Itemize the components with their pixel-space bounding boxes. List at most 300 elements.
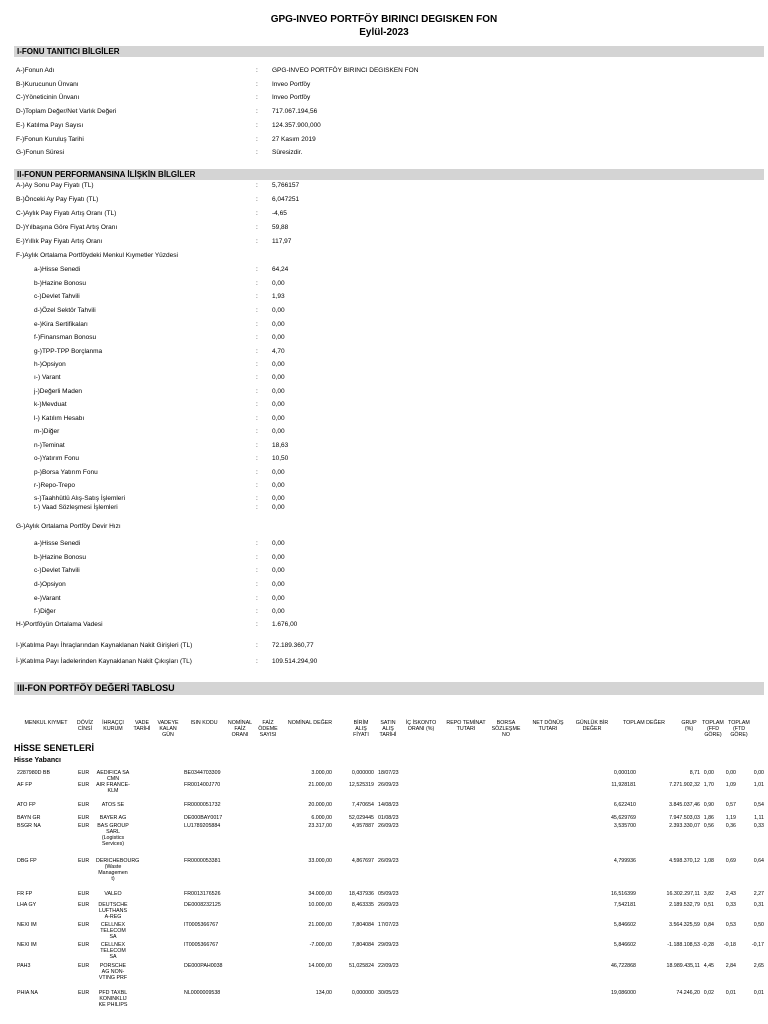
cell-gunluk: 5,846602 bbox=[613, 922, 636, 928]
cell-grup: 4,45 bbox=[703, 963, 714, 969]
perf-label: b-)Hazine Bonosu bbox=[34, 554, 87, 561]
perf-colon: : bbox=[256, 621, 258, 628]
info-colon: : bbox=[256, 67, 258, 74]
perf-value: 0,00 bbox=[272, 280, 285, 287]
perf-row bbox=[0, 553, 768, 563]
perf-row bbox=[0, 594, 768, 604]
cell-ffd: 0,69 bbox=[725, 858, 736, 864]
perf-value: 0,00 bbox=[272, 482, 285, 489]
cell-doviz: EUR bbox=[78, 902, 90, 908]
report-title: GPG-INVEO PORTFÖY BIRINCI DEGISKEN FON bbox=[270, 14, 498, 25]
cell-doviz: EUR bbox=[78, 823, 90, 829]
perf-row bbox=[0, 522, 768, 532]
col-header: TOPLAM (FFD GÖRE) bbox=[702, 720, 724, 738]
col-header: GRUP (%) bbox=[681, 720, 697, 732]
perf-label: o-)Yatırım Fonu bbox=[34, 455, 80, 462]
cell-doviz: EUR bbox=[78, 770, 90, 776]
perf-row bbox=[0, 292, 768, 302]
cell-ftd: 0,01 bbox=[753, 990, 764, 996]
perf-label: f-)Finansman Bonosu bbox=[34, 334, 97, 341]
col-header: BORSA SÖZLEŞME NO bbox=[491, 720, 521, 738]
perf-label: F-)Aylık Ortalama Portföydeki Menkul Kıymetler Yüzdesi bbox=[16, 252, 178, 259]
perf-row bbox=[0, 223, 768, 233]
subgroup-title: Hisse Yabancı bbox=[14, 757, 61, 764]
info-value: 717.067.194,56 bbox=[272, 108, 318, 116]
perf-label: h-)Opsiyon bbox=[34, 361, 66, 368]
cell-kiymet: BSGR NA bbox=[17, 823, 41, 829]
cell-toplam: 16.302.297,11 bbox=[666, 891, 700, 897]
perf-row bbox=[0, 441, 768, 451]
cell-ffd: 0,33 bbox=[725, 902, 736, 908]
perf-value: 0,00 bbox=[272, 374, 285, 381]
cell-ftd: 2,65 bbox=[753, 963, 764, 969]
perf-row bbox=[0, 468, 768, 478]
perf-colon: : bbox=[256, 307, 258, 314]
col-header: NET DÖNÜŞ TUTARI bbox=[532, 720, 564, 732]
cell-isin: NL0000009538 bbox=[184, 990, 221, 996]
perf-row bbox=[0, 360, 768, 370]
cell-kiymet: LHA GY bbox=[17, 902, 37, 908]
perf-label: İ-)Katılma Payı İadelerinden Kaynaklanan Nakit Çıkışları (TL) bbox=[16, 658, 192, 665]
perf-value: 0,00 bbox=[272, 567, 285, 574]
cell-doviz: EUR bbox=[78, 942, 90, 948]
cell-kurum: PORSCHE AG NON-VTING PRF bbox=[98, 963, 128, 981]
perf-row bbox=[0, 620, 768, 630]
info-label: F-)Fonun Kuruluş Tarihi bbox=[16, 135, 84, 143]
cell-kiymet: PHIA NA bbox=[17, 990, 38, 996]
perf-label: ı-) Varant bbox=[34, 374, 61, 381]
cell-birim: 52,029445 bbox=[348, 815, 374, 821]
perf-colon: : bbox=[256, 361, 258, 368]
cell-doviz: EUR bbox=[78, 858, 90, 864]
perf-value: 72.189.360,77 bbox=[272, 642, 314, 649]
perf-label: l-) Katılım Hesabı bbox=[34, 415, 85, 422]
cell-gunluk: 7,542181 bbox=[613, 902, 636, 908]
cell-isin: DE000BAY0017 bbox=[184, 815, 223, 821]
perf-row bbox=[0, 400, 768, 410]
cell-birim: 12,525319 bbox=[348, 782, 374, 788]
perf-colon: : bbox=[256, 182, 258, 189]
perf-row bbox=[0, 333, 768, 343]
cell-birim: 0,000000 bbox=[351, 770, 374, 776]
cell-grup: 1,86 bbox=[703, 815, 714, 821]
perf-colon: : bbox=[256, 581, 258, 588]
perf-colon: : bbox=[256, 469, 258, 476]
perf-row bbox=[0, 387, 768, 397]
perf-value: 1.676,00 bbox=[272, 621, 298, 628]
perf-row bbox=[0, 195, 768, 205]
col-header: TOPLAM DEĞER bbox=[623, 720, 665, 726]
cell-doviz: EUR bbox=[78, 802, 90, 808]
cell-kurum: AIR FRANCE-KLM bbox=[96, 782, 130, 794]
cell-gunluk: 45,629769 bbox=[610, 815, 636, 821]
cell-kiymet: AF FP bbox=[17, 782, 33, 788]
report-date: Eylül-2023 bbox=[359, 27, 409, 38]
perf-row bbox=[0, 320, 768, 330]
perf-label: E-)Yıllık Pay Fiyatı Artış Oranı bbox=[16, 238, 103, 245]
cell-kiymet: DBG FP bbox=[17, 858, 37, 864]
cell-toplam: 74.246,20 bbox=[676, 990, 700, 996]
cell-birim: 8,463335 bbox=[351, 902, 374, 908]
cell-birim: 18,437936 bbox=[348, 891, 374, 897]
perf-colon: : bbox=[256, 348, 258, 355]
cell-nominal: 34.000,00 bbox=[308, 891, 332, 897]
perf-row bbox=[0, 641, 768, 651]
cell-grup: 3,82 bbox=[703, 891, 714, 897]
cell-isin: FR001400J770 bbox=[184, 782, 221, 788]
cell-ftd: 0,31 bbox=[753, 902, 764, 908]
cell-kurum: PFD TAXBL KONINKLIJ KE PHILIPS bbox=[98, 990, 128, 1008]
perf-label: a-)Hisse Senedi bbox=[34, 266, 81, 273]
perf-label: d-)Opsiyon bbox=[34, 581, 66, 588]
perf-value: 0,00 bbox=[272, 428, 285, 435]
cell-ffd: -0,18 bbox=[723, 942, 736, 948]
perf-label: p-)Borsa Yatırım Fonu bbox=[34, 469, 98, 476]
cell-kiymet: NEXI IM bbox=[17, 942, 37, 948]
cell-ftd: 0,50 bbox=[753, 922, 764, 928]
perf-value: 0,00 bbox=[272, 581, 285, 588]
cell-ffd: 0,36 bbox=[725, 823, 736, 829]
cell-grup: 0,02 bbox=[703, 990, 714, 996]
info-row bbox=[0, 93, 768, 103]
info-value: 27 Kasım 2019 bbox=[272, 135, 316, 143]
cell-tarih: 26/09/23 bbox=[378, 823, 399, 829]
cell-nominal: 134,00 bbox=[315, 990, 332, 996]
cell-isin: FR0000051732 bbox=[184, 802, 221, 808]
cell-tarih: 05/09/23 bbox=[378, 891, 399, 897]
info-value: GPG-INVEO PORTFÖY BIRINCI DEGISKEN FON bbox=[272, 67, 419, 74]
perf-row bbox=[0, 209, 768, 219]
cell-ffd: 1,09 bbox=[725, 782, 736, 788]
perf-colon: : bbox=[256, 196, 258, 203]
perf-value: 6,047251 bbox=[272, 196, 300, 203]
cell-gunluk: 4,799936 bbox=[613, 858, 636, 864]
perf-colon: : bbox=[256, 642, 258, 649]
cell-toplam: 2.189.532,79 bbox=[669, 902, 700, 908]
perf-colon: : bbox=[256, 388, 258, 395]
cell-birim: 7,804084 bbox=[351, 922, 374, 928]
perf-label: b-)Hazine Bonosu bbox=[34, 280, 87, 287]
info-value: Inveo Portföy bbox=[272, 80, 311, 88]
cell-ffd: 0,53 bbox=[725, 922, 736, 928]
col-header: DÖVİZ CİNSİ bbox=[76, 720, 94, 732]
perf-value: -4,65 bbox=[272, 210, 287, 217]
col-header: VADE TARİHİ bbox=[133, 720, 151, 732]
cell-toplam: 18.989.435,11 bbox=[666, 963, 700, 969]
cell-tarih: 17/07/23 bbox=[378, 922, 399, 928]
perf-colon: : bbox=[256, 293, 258, 300]
col-header: GÜNLÜK BİR DEĞER bbox=[575, 720, 609, 732]
cell-kurum: BAYER AG bbox=[99, 815, 127, 821]
perf-value: 0,00 bbox=[272, 608, 285, 615]
perf-value: 64,24 bbox=[272, 266, 289, 273]
perf-label: B-)Önceki Ay Pay Fiyatı (TL) bbox=[16, 196, 99, 203]
perf-row bbox=[0, 539, 768, 549]
perf-value: 0,00 bbox=[272, 554, 285, 561]
perf-colon: : bbox=[256, 334, 258, 341]
cell-doviz: EUR bbox=[78, 815, 90, 821]
cell-nominal: 20.000,00 bbox=[308, 802, 332, 808]
cell-birim: 7,470654 bbox=[351, 802, 374, 808]
perf-row bbox=[0, 181, 768, 191]
cell-ffd: 2,84 bbox=[725, 963, 736, 969]
info-row bbox=[0, 66, 768, 76]
perf-value: 0,00 bbox=[272, 361, 285, 368]
perf-colon: : bbox=[256, 540, 258, 547]
perf-row bbox=[0, 251, 768, 261]
cell-kurum: DEUTSCHE LUFTHANS A-REG bbox=[98, 902, 128, 920]
info-value: Inveo Portföy bbox=[272, 94, 311, 102]
perf-colon: : bbox=[256, 428, 258, 435]
col-header: SATIN ALIŞ TARİHİ bbox=[379, 720, 397, 738]
perf-row bbox=[0, 414, 768, 424]
cell-birim: 4,957887 bbox=[351, 823, 374, 829]
cell-ftd: 0,54 bbox=[753, 802, 764, 808]
perf-colon: : bbox=[256, 608, 258, 615]
info-colon: : bbox=[256, 121, 258, 129]
perf-value: 109.514.294,90 bbox=[272, 658, 318, 665]
cell-kurum: DERICHEBOURG (Waste Managemen t) bbox=[96, 858, 140, 882]
cell-doviz: EUR bbox=[78, 990, 90, 996]
cell-toplam: 7.271.902,32 bbox=[669, 782, 700, 788]
cell-ftd: 0,00 bbox=[753, 770, 764, 776]
cell-gunluk: 0,000100 bbox=[613, 770, 636, 776]
perf-label: a-)Hisse Senedi bbox=[34, 540, 81, 547]
cell-birim: 0,000000 bbox=[351, 990, 374, 996]
perf-row bbox=[0, 503, 768, 513]
info-label: E-) Katılma Payı Sayısı bbox=[16, 121, 84, 129]
perf-label: g-)TPP-TPP Borçlanma bbox=[34, 348, 103, 355]
cell-ffd: 1,19 bbox=[725, 815, 736, 821]
cell-birim: 7,804084 bbox=[351, 942, 374, 948]
perf-colon: : bbox=[256, 238, 258, 245]
perf-row bbox=[0, 427, 768, 437]
cell-ffd: 0,00 bbox=[725, 770, 736, 776]
perf-value: 117,97 bbox=[272, 238, 292, 245]
perf-label: j-)Değerli Maden bbox=[34, 388, 83, 395]
cell-gunluk: 19,086000 bbox=[610, 990, 636, 996]
cell-toplam: 4.598.370,12 bbox=[669, 858, 700, 864]
perf-value: 5,766157 bbox=[272, 182, 300, 189]
perf-row bbox=[0, 373, 768, 383]
section3-heading: III-FON PORTFÖY DEĞERİ TABLOSU bbox=[14, 682, 764, 695]
info-colon: : bbox=[256, 135, 258, 143]
perf-label: m-)Diğer bbox=[34, 428, 60, 435]
cell-isin: DE000PAH0038 bbox=[184, 963, 223, 969]
perf-colon: : bbox=[256, 504, 258, 511]
perf-label: e-)Kira Sertifikaları bbox=[34, 321, 88, 328]
perf-value: 18,63 bbox=[272, 442, 289, 449]
perf-colon: : bbox=[256, 595, 258, 602]
col-header: MENKUL KIYMET bbox=[24, 720, 68, 726]
col-header: BİRİM ALIŞ FİYATI bbox=[353, 720, 369, 738]
cell-tarih: 26/09/23 bbox=[378, 902, 399, 908]
cell-isin: DE0008232125 bbox=[184, 902, 221, 908]
perf-colon: : bbox=[256, 442, 258, 449]
perf-value: 0,00 bbox=[272, 495, 285, 502]
perf-label: n-)Teminat bbox=[34, 442, 65, 449]
perf-row bbox=[0, 607, 768, 617]
cell-kiymet: 2287980D BB bbox=[17, 770, 50, 776]
perf-label: H-)Portföyün Ortalama Vadesi bbox=[16, 621, 103, 628]
info-row bbox=[0, 107, 768, 117]
col-header: NOMİNAL FAİZ ORANI bbox=[227, 720, 253, 738]
cell-toplam: 2.393.330,07 bbox=[669, 823, 700, 829]
info-value: 124.357.900,000 bbox=[272, 121, 321, 129]
cell-toplam: 3.564.325,59 bbox=[669, 922, 700, 928]
perf-value: 59,88 bbox=[272, 224, 289, 231]
cell-kurum: CELLNEX TELECOM SA bbox=[100, 922, 126, 940]
cell-toplam: 7.947.503,03 bbox=[669, 815, 700, 821]
cell-grup: 0,00 bbox=[703, 770, 714, 776]
cell-grup: 1,70 bbox=[703, 782, 714, 788]
cell-tarih: 26/09/23 bbox=[378, 858, 399, 864]
cell-nominal: 14.000,00 bbox=[308, 963, 332, 969]
cell-tarih: 29/09/23 bbox=[378, 942, 399, 948]
col-header: REPO TEMİNAT TUTARI bbox=[446, 720, 486, 732]
cell-isin: FR0013176526 bbox=[184, 891, 221, 897]
info-row bbox=[0, 135, 768, 145]
info-label: D-)Toplam Değer/Net Varlık Değeri bbox=[16, 108, 117, 116]
cell-kiymet: PAH3 bbox=[17, 963, 31, 969]
perf-row bbox=[0, 657, 768, 667]
info-label: C-)Yöneticinin Ünvanı bbox=[16, 94, 80, 102]
cell-grup: -0,28 bbox=[701, 942, 714, 948]
perf-colon: : bbox=[256, 321, 258, 328]
cell-nominal: 3.000,00 bbox=[311, 770, 332, 776]
info-value: Süresizdir. bbox=[272, 149, 303, 157]
cell-nominal: 21.000,00 bbox=[308, 922, 332, 928]
portfolio-table-header bbox=[14, 720, 764, 742]
cell-kiymet: NEXI IM bbox=[17, 922, 37, 928]
cell-tarih: 26/09/23 bbox=[378, 782, 399, 788]
cell-kurum: BAS GROUP SARL (Logistics Services) bbox=[97, 823, 129, 847]
perf-value: 0,00 bbox=[272, 334, 285, 341]
cell-isin: BE0344703309 bbox=[184, 770, 221, 776]
cell-gunluk: 5,846602 bbox=[613, 942, 636, 948]
cell-grup: 0,56 bbox=[703, 823, 714, 829]
cell-tarih: 22/09/23 bbox=[378, 963, 399, 969]
perf-value: 0,00 bbox=[272, 595, 285, 602]
perf-colon: : bbox=[256, 455, 258, 462]
perf-colon: : bbox=[256, 224, 258, 231]
perf-label: C-)Aylık Pay Fiyatı Artış Oranı (TL) bbox=[16, 210, 117, 217]
cell-nominal: 10.000,00 bbox=[308, 902, 332, 908]
cell-ftd: -0,17 bbox=[751, 942, 764, 948]
perf-label: d-)Özel Sektör Tahvili bbox=[34, 307, 96, 314]
info-colon: : bbox=[256, 108, 258, 116]
col-header: FAİZ ÖDEME SAYISI bbox=[258, 720, 278, 738]
cell-toplam: 8,71 bbox=[689, 770, 700, 776]
col-header: İÇ İSKONTO ORANI (%) bbox=[405, 720, 437, 732]
cell-gunluk: 6,622410 bbox=[613, 802, 636, 808]
cell-ftd: 0,33 bbox=[753, 823, 764, 829]
perf-row bbox=[0, 265, 768, 275]
cell-grup: 0,90 bbox=[703, 802, 714, 808]
perf-label: f-)Diğer bbox=[34, 608, 56, 615]
perf-row bbox=[0, 237, 768, 247]
perf-colon: : bbox=[256, 482, 258, 489]
cell-nominal: -7.000,00 bbox=[309, 942, 332, 948]
perf-colon: : bbox=[256, 495, 258, 502]
cell-ffd: 0,57 bbox=[725, 802, 736, 808]
cell-toplam: -1.188.108,53 bbox=[667, 942, 700, 948]
info-colon: : bbox=[256, 80, 258, 88]
cell-doviz: EUR bbox=[78, 782, 90, 788]
cell-kurum: AEDIFICA SA CMN bbox=[96, 770, 130, 782]
cell-toplam: 3.845.037,46 bbox=[669, 802, 700, 808]
group-title: HİSSE SENETLERİ bbox=[14, 743, 95, 753]
cell-birim: 4,867697 bbox=[351, 858, 374, 864]
cell-tarih: 30/05/23 bbox=[378, 990, 399, 996]
col-header: İHRAÇÇI KURUM bbox=[102, 720, 124, 732]
perf-row bbox=[0, 566, 768, 576]
cell-ftd: 0,64 bbox=[753, 858, 764, 864]
section2-heading: II-FONUN PERFORMANSINA İLİŞKİN BİLGİLER bbox=[14, 169, 764, 180]
perf-row bbox=[0, 454, 768, 464]
col-header: NOMİNAL DEĞER bbox=[287, 720, 333, 726]
cell-grup: 0,84 bbox=[703, 922, 714, 928]
cell-ftd: 2,27 bbox=[753, 891, 764, 897]
cell-birim: 51,025824 bbox=[348, 963, 374, 969]
perf-value: 0,00 bbox=[272, 307, 285, 314]
cell-kurum: VALEO bbox=[104, 891, 122, 897]
info-label: G-)Fonun Süresi bbox=[16, 149, 65, 157]
info-row bbox=[0, 121, 768, 131]
perf-colon: : bbox=[256, 567, 258, 574]
perf-colon: : bbox=[256, 554, 258, 561]
cell-gunluk: 3,535700 bbox=[613, 823, 636, 829]
perf-label: s-)Taahhütlü Alış-Satış İşlemleri bbox=[34, 495, 126, 502]
cell-grup: 0,51 bbox=[703, 902, 714, 908]
cell-ftd: 1,01 bbox=[753, 782, 764, 788]
perf-label: A-)Ay Sonu Pay Fiyatı (TL) bbox=[16, 182, 94, 189]
cell-grup: 1,08 bbox=[703, 858, 714, 864]
cell-tarih: 01/08/23 bbox=[378, 815, 399, 821]
cell-ffd: 0,01 bbox=[725, 990, 736, 996]
perf-value: 0,00 bbox=[272, 388, 285, 395]
cell-kiymet: BAYN GR bbox=[17, 815, 41, 821]
perf-value: 4,70 bbox=[272, 348, 285, 355]
perf-label: t-) Vaad Sözleşmesi İşlemleri bbox=[34, 504, 118, 511]
cell-isin: IT0005366767 bbox=[184, 942, 219, 948]
cell-ffd: 2,43 bbox=[725, 891, 736, 897]
section1-heading: I-FONU TANITICI BİLGİLER bbox=[14, 46, 764, 57]
perf-row bbox=[0, 580, 768, 590]
perf-value: 0,00 bbox=[272, 401, 285, 408]
cell-nominal: 33.000,00 bbox=[308, 858, 332, 864]
perf-value: 0,00 bbox=[272, 469, 285, 476]
col-header: ISIN KODU bbox=[190, 720, 218, 726]
cell-doviz: EUR bbox=[78, 891, 90, 897]
cell-doviz: EUR bbox=[78, 922, 90, 928]
perf-label: D-)Yılbaşına Göre Fiyat Artış Oranı bbox=[16, 224, 118, 231]
info-colon: : bbox=[256, 94, 258, 102]
info-label: B-)Kurucunun Ünvanı bbox=[16, 80, 79, 88]
info-label: A-)Fonun Adı bbox=[16, 67, 55, 74]
cell-nominal: 23.317,00 bbox=[308, 823, 332, 829]
perf-value: 0,00 bbox=[272, 321, 285, 328]
perf-label: r-)Repo-Trepo bbox=[34, 482, 75, 489]
perf-colon: : bbox=[256, 210, 258, 217]
cell-gunluk: 46,722868 bbox=[610, 963, 636, 969]
cell-tarih: 14/08/23 bbox=[378, 802, 399, 808]
cell-isin: FR0000053381 bbox=[184, 858, 221, 864]
perf-value: 10,50 bbox=[272, 455, 289, 462]
perf-value: 0,00 bbox=[272, 540, 285, 547]
info-row bbox=[0, 80, 768, 90]
perf-value: 0,00 bbox=[272, 415, 285, 422]
